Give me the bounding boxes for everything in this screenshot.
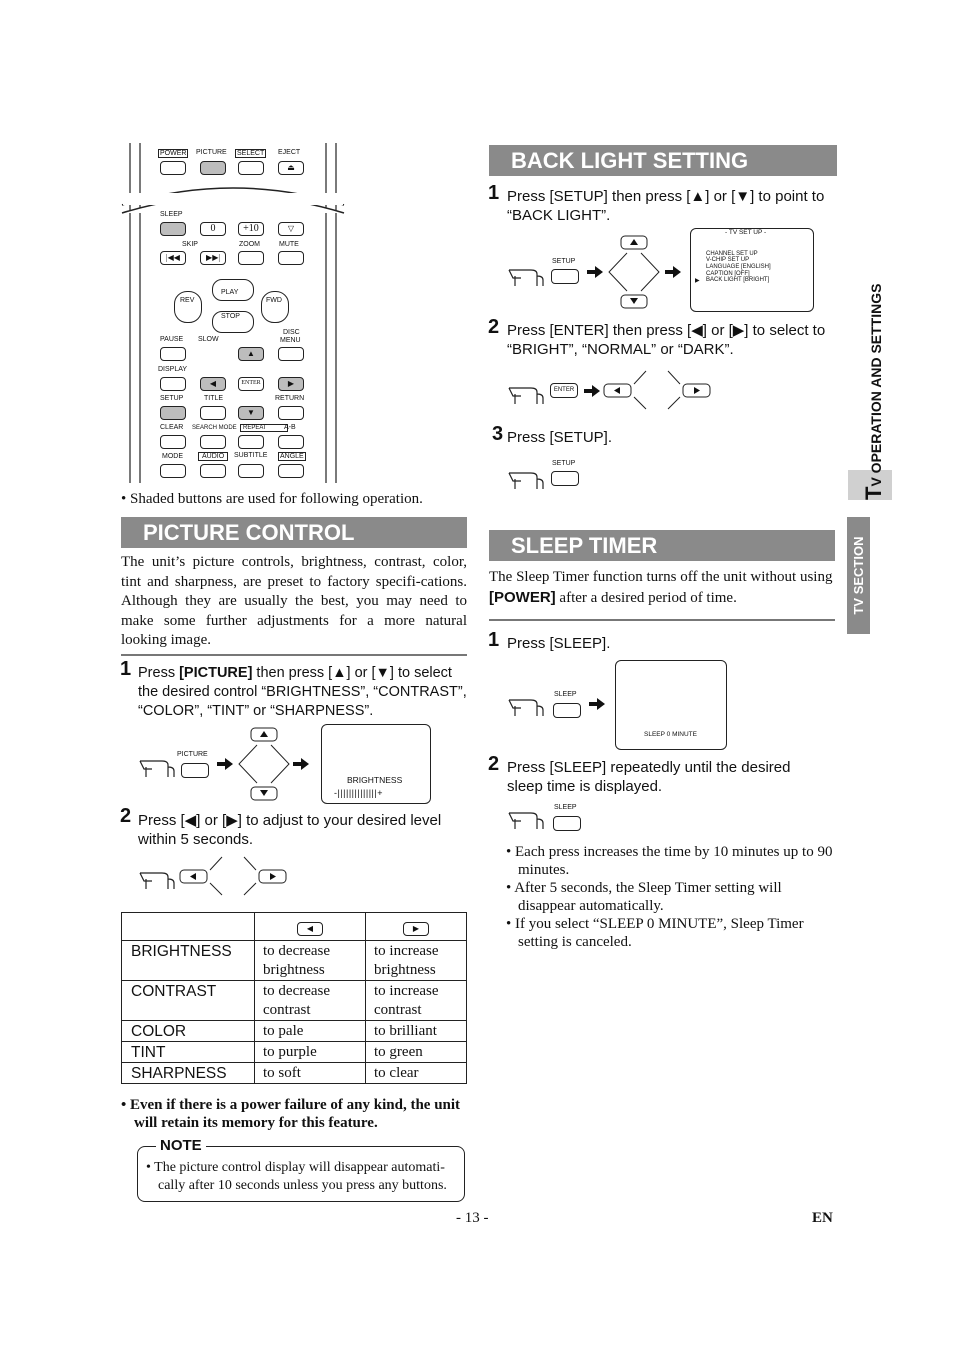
back-light-step3-text: Press [SETUP]. [507,429,613,446]
pause-button[interactable] [160,347,186,361]
side-tab-section [847,517,870,634]
mute-label: MUTE [279,241,299,248]
table-cell: to green [366,1042,467,1063]
bullet-icon: • [121,491,131,507]
table-header-right [366,913,467,941]
menu-item: V-CHIP SET UP [706,257,750,263]
sleep-button-fig [553,816,581,831]
pointing-hand-icon [507,465,547,491]
right-button[interactable]: ▶ [278,377,304,391]
setup-button-fig [551,471,579,486]
step-number: 1 [488,182,500,204]
rev-button[interactable] [174,291,202,323]
updown-selector-icon [605,236,665,308]
list-item [506,880,836,915]
side-tab-text [852,145,896,500]
subtitle-button[interactable] [238,464,264,478]
sleep-button[interactable] [160,222,186,236]
menu-item: CAPTION [OFF] [706,271,750,277]
list-item [506,916,836,951]
table-cell: to purple [255,1042,366,1063]
pointing-hand-icon [507,805,547,831]
fwd-button[interactable] [261,291,289,323]
enter-button[interactable]: ENTER [238,377,264,391]
arrow-right-icon [589,698,605,710]
key-label: [POWER] [489,588,556,606]
list-item-text: If you select “SLEEP 0 MINUTE”, Sleep Timer setting is canceled. [515,916,804,950]
key-label: [PICTURE] [179,665,253,681]
table-row [122,1063,467,1084]
return-button[interactable] [278,406,304,420]
table-row [122,981,467,1021]
setup-button[interactable] [160,406,186,420]
enter-button-fig: ENTER [550,383,578,398]
clear-button[interactable] [160,435,186,449]
table-cell: COLOR [122,1021,255,1042]
skip-forward-button[interactable]: ▶▶| [200,251,226,265]
eject-label: EJECT [278,149,301,156]
display-label: DISPLAY [158,366,188,373]
angle-button[interactable] [278,464,304,478]
arrow-right-icon [584,385,600,397]
screen-label: BRIGHTNESS [347,775,403,785]
zero-button[interactable]: 0 [200,222,226,236]
table-header-empty [122,913,255,941]
list-item-text: Each press increases the time by 10 minutes up to 90 minutes. [515,844,833,878]
plus10-button[interactable]: +10 [238,222,264,236]
divider [489,619,835,621]
rev-label: REV [180,297,195,304]
picture-control-banner: PICTURE CONTROL [121,517,467,548]
step-number: 3 [492,423,504,445]
step-number: 2 [488,753,500,775]
bullet-icon: • [506,880,515,896]
warning-text: Even if there is a power failure of any kind, the unit will retain its memory for this feature. [130,1097,461,1131]
picture-fig-label: PICTURE [177,751,208,758]
table-cell: TINT [122,1042,255,1063]
table-header-left [255,913,366,941]
step-number: 2 [120,805,132,827]
disc-menu-button[interactable] [278,347,304,361]
note-box [137,1137,465,1202]
arrow-right-icon [587,266,603,278]
search-mode-label: SEARCH MODE [192,425,237,431]
fwd-label: FWD [266,297,282,304]
mode-label: MODE [162,453,183,460]
right-button-icon: ▶ [403,922,429,936]
remote-control-illustration [118,143,348,483]
arrow-right-icon [665,266,681,278]
picture-label: PICTURE [196,149,227,156]
sleep-timer-intro [489,568,835,608]
table-cell: to increase brightness [366,941,467,981]
bullet-icon: • [506,844,516,860]
power-button[interactable] [160,161,186,175]
sleep-screen-text: SLEEP 0 MINUTE [644,731,697,738]
audio-button[interactable] [200,464,226,478]
up-button[interactable]: ▲ [238,347,264,361]
skip-back-button[interactable]: |◀◀ [160,251,186,265]
bullet-icon: • [506,916,516,932]
page-number: - 13 - [456,1210,489,1226]
menu-label: MENU [280,337,301,344]
level-bar: -||||||||||||||+ [334,788,383,798]
pause-label: PAUSE [160,336,184,343]
repeat-label: REPEAT [240,424,288,432]
display-button[interactable] [160,377,186,391]
divider [121,654,467,656]
updown-selector-icon [235,728,295,800]
menu-item: LANGUAGE [ENGLISH] [706,264,771,270]
step-number: 1 [120,658,132,680]
table-cell: to increase contrast [366,981,467,1021]
subtitle-label: SUBTITLE [234,452,268,459]
step-text: Press [138,665,180,681]
ab-button[interactable] [278,435,304,449]
language-label: EN [812,1210,833,1226]
audio-label: AUDIO [198,452,228,461]
back-light-banner: BACK LIGHT SETTING [489,145,837,176]
leftright-selector-icon [180,855,290,899]
ab-label: A-B [284,424,296,431]
sleep-step2-text: Press [SLEEP] repeatedly until the desired sleep time is displayed. [507,759,791,795]
cursor-icon: ▶ [695,278,700,284]
return-label: RETURN [275,395,305,402]
sleep-label: SLEEP [160,211,183,218]
table-cell: to pale [255,1021,366,1042]
setup-fig-label: SETUP [552,460,576,467]
mode-button[interactable] [160,464,186,478]
step-text: then press [▲] or [▼] to select the desired control “BRIGHTNESS”, “CONTRAST”, “COLOR”, “TINT” or “SHARPNESS”. [138,665,467,719]
down-small-button[interactable]: ▽ [278,222,304,236]
slow-label: SLOW [198,336,219,343]
angle-label: ANGLE [280,453,304,460]
bullet-icon: • [146,1160,155,1175]
table-row [122,1042,467,1063]
arrow-right-icon [293,758,309,770]
table-cell: CONTRAST [122,981,255,1021]
sleep-timer-notes [506,844,836,952]
list-item [506,844,836,879]
title-label: TITLE [204,395,224,402]
list-item-text: After 5 seconds, the Sleep Timer setting will disappear automatically. [514,880,782,914]
disc-label: DISC [283,329,300,336]
intro-text: after a desired period of time. [555,589,737,606]
leftright-selector-icon [604,369,714,413]
power-label: POWER [160,150,187,157]
picture-button[interactable] [200,161,226,175]
step-number: 2 [488,316,500,338]
bullet-icon: • [121,1097,131,1113]
stop-label: STOP [221,313,240,320]
zoom-button[interactable] [238,251,264,265]
back-light-step1-text: Press [SETUP] then press [▲] or [▼] to point to “BACK LIGHT”. [507,188,825,224]
step-number: 1 [488,629,500,651]
select-label: SELECT [237,150,265,157]
table-cell: to decrease brightness [255,941,366,981]
tv-screen [615,660,727,750]
setup-fig-label: SETUP [552,258,576,265]
title-button[interactable] [200,406,226,420]
picture-control-table [121,912,467,1084]
left-button[interactable]: ◀ [200,377,226,391]
pointing-hand-icon [138,753,178,779]
side-tab-operation [848,145,892,500]
clear-label: CLEAR [160,424,184,431]
skip-label: SKIP [182,241,198,248]
table-cell: to clear [366,1063,467,1084]
table-cell: to brilliant [366,1021,467,1042]
setup-label: SETUP [160,395,184,402]
sleep-button-fig [553,703,581,718]
picture-control-intro: The unit’s picture controls, brightness, contrast, color, tint and sharpness, are preset to factory specifi-cations. Although they are usually the best, you may need to make some further adjustments for a more natural looking image. [121,554,467,648]
mute-button[interactable] [278,251,304,265]
pointing-hand-icon [507,262,547,288]
note-title: NOTE [156,1137,206,1154]
table-cell: to decrease contrast [255,981,366,1021]
pointing-hand-icon [507,380,547,406]
sleep-fig-label: SLEEP [554,691,577,698]
tv-screen [321,724,431,804]
sleep-step1-text: Press [SLEEP]. [507,635,611,652]
table-row [122,1021,467,1042]
note-body [146,1159,458,1195]
intro-text: The Sleep Timer function turns off the unit without using [489,569,833,585]
screen-title: - TV SET UP - [725,229,767,236]
note-text: The picture control display will disappear automati-cally after 10 seconds unless you press any buttons. [154,1160,447,1193]
remote-caption-text: Shaded buttons are used for following operation. [130,491,423,507]
picture-step1-text [138,664,468,721]
menu-item: CHANNEL SET UP [706,251,758,257]
table-cell: SHARPNESS [122,1063,255,1084]
table-row [122,941,467,981]
tab-initial: T [861,486,886,500]
setup-button-fig [551,269,579,284]
picture-step2-text: Press [◀] or [▶] to adjust to your desired level within 5 seconds. [138,812,442,848]
back-light-step2-text: Press [ENTER] then press [◀] or [▶] to select to “BRIGHT”, “NORMAL” or “DARK”. [507,322,826,358]
left-button-icon: ◀ [297,922,323,936]
menu-item-selected: BACK LIGHT [BRIGHT] [706,277,770,283]
select-button[interactable] [238,161,264,175]
sleep-fig-label: SLEEP [554,804,577,811]
power-failure-warning [121,1096,467,1132]
sleep-timer-banner: SLEEP TIMER [489,530,835,561]
pointing-hand-icon [507,692,547,718]
table-cell: BRIGHTNESS [122,941,255,981]
table-cell: to soft [255,1063,366,1084]
remote-caption [121,491,423,508]
picture-button-fig [181,763,209,778]
section-tab-text: TV SECTION [851,536,866,615]
pointing-hand-icon [138,865,178,891]
eject-button[interactable]: ⏏ [278,161,304,175]
zoom-label: ZOOM [239,241,260,248]
repeat-button[interactable] [238,435,264,449]
search-mode-button[interactable] [200,435,226,449]
play-label: PLAY [221,289,239,296]
arrow-right-icon [217,758,233,770]
down-button[interactable]: ▼ [238,406,264,420]
tv-setup-screen [690,228,814,312]
tab-title: V OPERATION AND SETTINGS [868,283,884,487]
